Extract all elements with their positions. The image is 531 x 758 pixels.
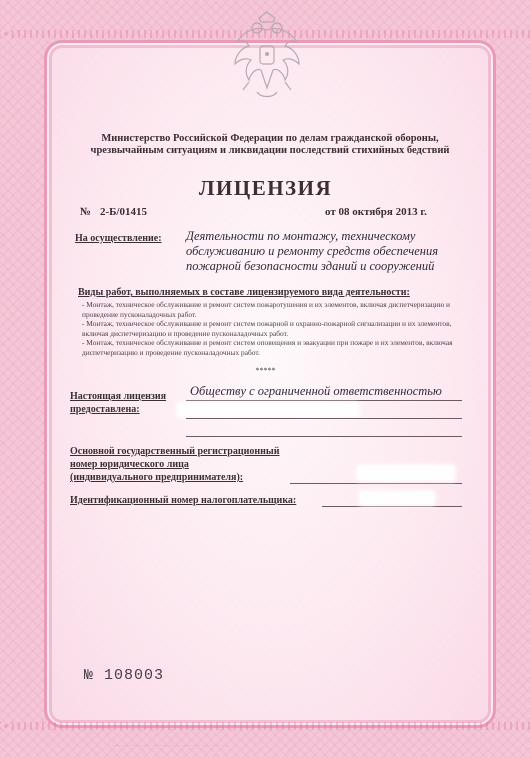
license-number: 2-Б/01415	[100, 206, 147, 218]
granted-to-underline-3	[186, 436, 462, 437]
serial-number: 108003	[104, 667, 165, 684]
activity-line-3: пожарной безопасности зданий и сооружений	[186, 259, 435, 273]
ogrn-underline	[290, 483, 462, 484]
works-item: - Монтаж, техническое обслуживание и ремонт систем пожарной и охранно-пожарной сигнализации и их элементов, включая диспетчеризацию и проведение пусконаладочных работ.	[82, 319, 452, 338]
inn-label: Идентификационный номер налогоплательщика:	[70, 495, 297, 506]
state-emblem-icon	[227, 8, 307, 112]
serial-number-label: №	[84, 667, 95, 684]
works-header: Виды работ, выполняемых в составе лицензируемого вида деятельности:	[78, 287, 410, 298]
ogrn-label-line-2: номер юридического лица	[70, 459, 189, 470]
ministry-line-2: чрезвычайным ситуациям и ликвидации последствий стихийных бедствий	[90, 145, 450, 156]
redacted-inn	[360, 492, 434, 504]
redacted-company-name	[178, 404, 358, 416]
works-item: - Монтаж, техническое обслуживание и ремонт систем пожаротушения и их элементов, включая диспетчеризацию и проведение пусконаладочных работ.	[82, 300, 451, 319]
granted-label-line-2: предоставлена:	[70, 404, 140, 415]
activity-line-2: обслуживанию и ремонту средств обеспечения	[186, 244, 439, 258]
works-item: - Монтаж, техническое обслуживание и ремонт систем оповещения и эвакуации при пожаре и их элементов, включая диспетчеризацию и проведение пусконаладочных работ.	[82, 338, 453, 357]
works-list	[82, 300, 466, 357]
stars-separator: *****	[255, 366, 276, 375]
license-number-label: №	[80, 206, 92, 218]
redacted-ogrn	[358, 466, 454, 480]
granted-to-value: Обществу с ограниченной ответственностью	[190, 384, 442, 398]
ornament-border-bottom	[0, 722, 531, 730]
granted-to-underline	[186, 400, 462, 401]
activity-line-1: Деятельности по монтажу, техническому	[186, 229, 416, 243]
document-title: ЛИЦЕНЗИЯ	[198, 176, 333, 200]
implementation-label: На осуществление:	[75, 233, 162, 244]
ogrn-label-line-1: Основной государственный регистрационный	[70, 446, 280, 457]
license-date: от 08 октября 2013 г.	[325, 206, 427, 218]
granted-to-underline-2	[186, 418, 462, 419]
printer-imprint: · · · · · · · · · · · · · · · · · · · · · · · · · · · · · · · · · · · · · · · · · · · · · · · · · · · · · · · · · · · · · · · ·	[110, 744, 229, 748]
inn-underline	[322, 506, 462, 507]
ogrn-label-line-3: (индивидуального предпринимателя):	[70, 472, 244, 483]
granted-label-line-1: Настоящая лицензия	[70, 391, 167, 402]
ministry-line-1: Министерство Российской Федерации по делам гражданской обороны,	[101, 133, 439, 144]
serial-number-block	[84, 667, 164, 684]
